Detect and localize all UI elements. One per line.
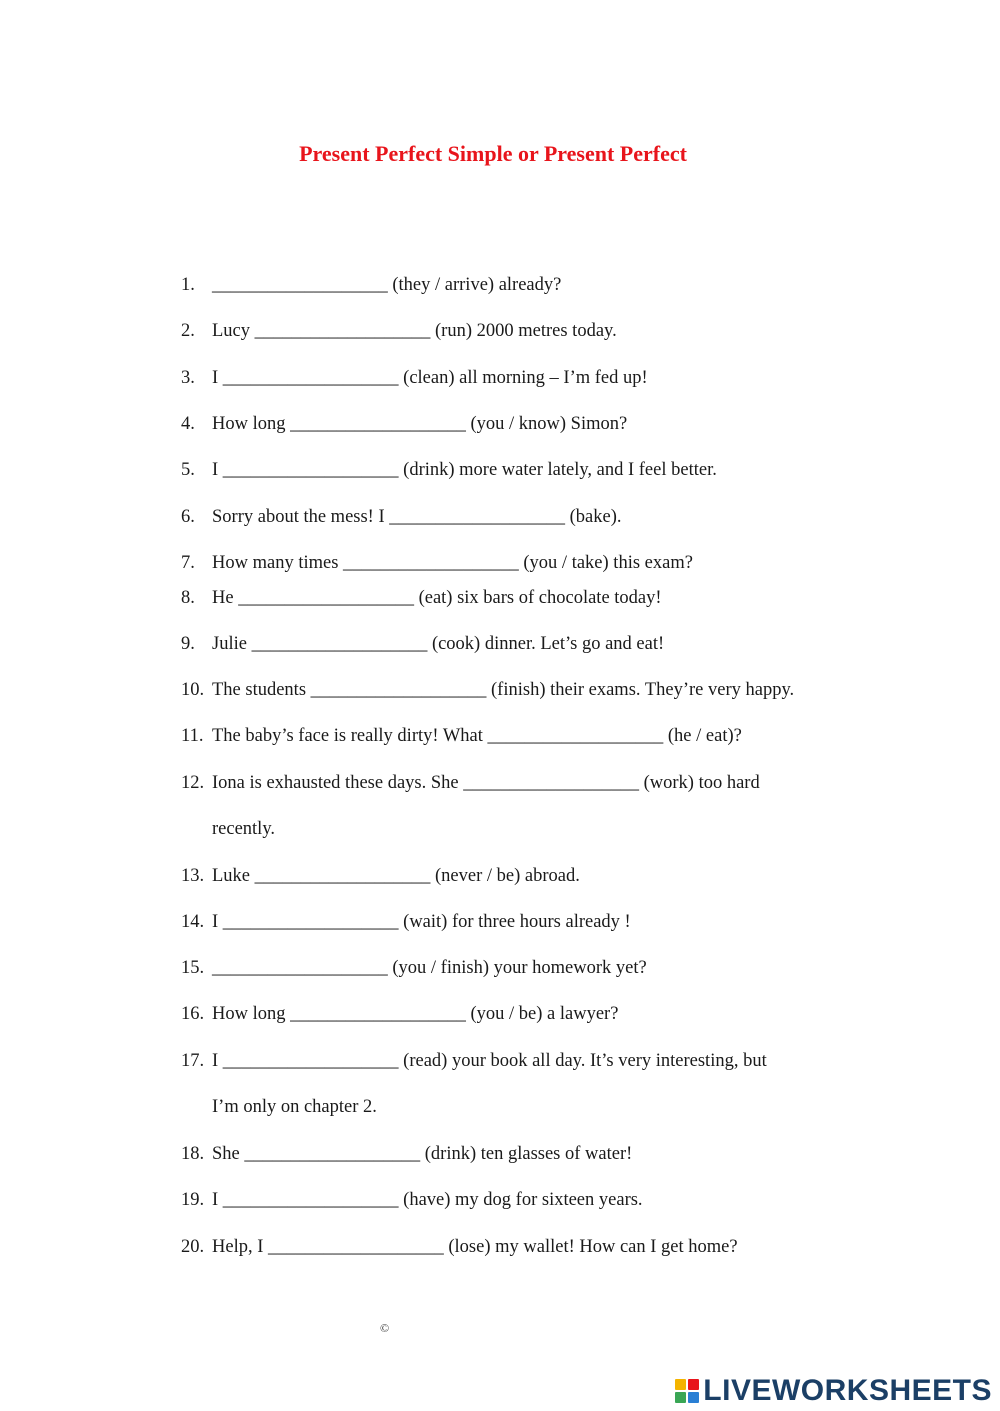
exercise-item <box>181 864 580 888</box>
item-number: 18. <box>181 1144 205 1164</box>
item-text: She ___________________ (drink) ten glasses of water! <box>212 1144 633 1164</box>
item-text: How many times ___________________ (you / take) this exam? <box>212 553 693 573</box>
liveworksheets-brand[interactable] <box>675 1374 992 1408</box>
item-continuation: I’m only on chapter 2. <box>212 1097 377 1117</box>
exercise-item <box>181 458 717 482</box>
item-text: Iona is exhausted these days. She ___________________ (work) too hard <box>212 773 760 793</box>
item-number: 10. <box>181 680 205 700</box>
item-number: 17. <box>181 1051 205 1071</box>
item-number: 14. <box>181 912 205 932</box>
exercise-item <box>181 1142 632 1166</box>
item-continuation: recently. <box>212 819 275 839</box>
exercise-item <box>181 956 647 980</box>
item-number: 16. <box>181 1004 205 1024</box>
copyright-mark: © <box>380 1321 390 1335</box>
item-number: 8. <box>181 588 195 608</box>
exercise-item <box>181 551 693 575</box>
item-text: Lucy ___________________ (run) 2000 metres today. <box>212 321 617 341</box>
item-number: 9. <box>181 634 195 654</box>
exercise-item <box>181 273 561 297</box>
item-text: The students ___________________ (finish) their exams. They’re very happy. <box>212 680 795 700</box>
exercise-item <box>181 771 760 795</box>
exercise-item <box>181 586 662 610</box>
exercise-item <box>181 505 622 529</box>
item-number: 19. <box>181 1190 205 1210</box>
item-number: 1. <box>181 275 195 295</box>
exercise-item <box>181 632 664 656</box>
item-text: I ___________________ (drink) more water lately, and I feel better. <box>212 460 717 480</box>
brand-name: LIVEWORKSHEETS <box>703 1374 992 1407</box>
item-number: 15. <box>181 958 205 978</box>
item-text: He ___________________ (eat) six bars of chocolate today! <box>212 588 662 608</box>
item-text: How long ___________________ (you / be) a lawyer? <box>212 1004 619 1024</box>
item-number: 13. <box>181 866 205 886</box>
exercise-item <box>181 1188 643 1212</box>
item-text: I ___________________ (have) my dog for sixteen years. <box>212 1190 643 1210</box>
exercise-item <box>181 1002 618 1026</box>
item-text: ___________________ (they / arrive) already? <box>212 275 562 295</box>
item-text: I ___________________ (clean) all morning – I’m fed up! <box>212 368 648 388</box>
item-text: Julie ___________________ (cook) dinner. Let’s go and eat! <box>212 634 665 654</box>
item-text: How long ___________________ (you / know) Simon? <box>212 414 628 434</box>
exercise-item <box>181 724 742 748</box>
exercise-item <box>181 678 794 702</box>
item-number: 6. <box>181 507 195 527</box>
liveworksheets-logo-icon <box>675 1379 699 1403</box>
exercise-item <box>181 910 631 934</box>
exercise-item <box>181 366 648 390</box>
item-number: 4. <box>181 414 195 434</box>
item-number: 20. <box>181 1237 205 1257</box>
item-text: Help, I ___________________ (lose) my wallet! How can I get home? <box>212 1237 738 1257</box>
exercise-item <box>181 1049 767 1073</box>
item-number: 2. <box>181 321 195 341</box>
item-text: Sorry about the mess! I ___________________ (bake). <box>212 507 622 527</box>
item-text: The baby’s face is really dirty! What ___________________ (he / eat)? <box>212 726 742 746</box>
exercise-item <box>181 319 617 343</box>
exercise-item <box>181 412 627 436</box>
item-number: 5. <box>181 460 195 480</box>
item-number: 7. <box>181 553 195 573</box>
item-text: Luke ___________________ (never / be) abroad. <box>212 866 580 886</box>
item-text: ___________________ (you / finish) your homework yet? <box>212 958 647 978</box>
worksheet-title: Present Perfect Simple or Present Perfect <box>299 141 687 166</box>
item-text: I ___________________ (wait) for three hours already ! <box>212 912 631 932</box>
exercise-item <box>181 1235 738 1259</box>
item-number: 11. <box>181 726 204 746</box>
item-text: I ___________________ (read) your book all day. It’s very interesting, but <box>212 1051 767 1071</box>
item-number: 12. <box>181 773 205 793</box>
item-number: 3. <box>181 368 195 388</box>
